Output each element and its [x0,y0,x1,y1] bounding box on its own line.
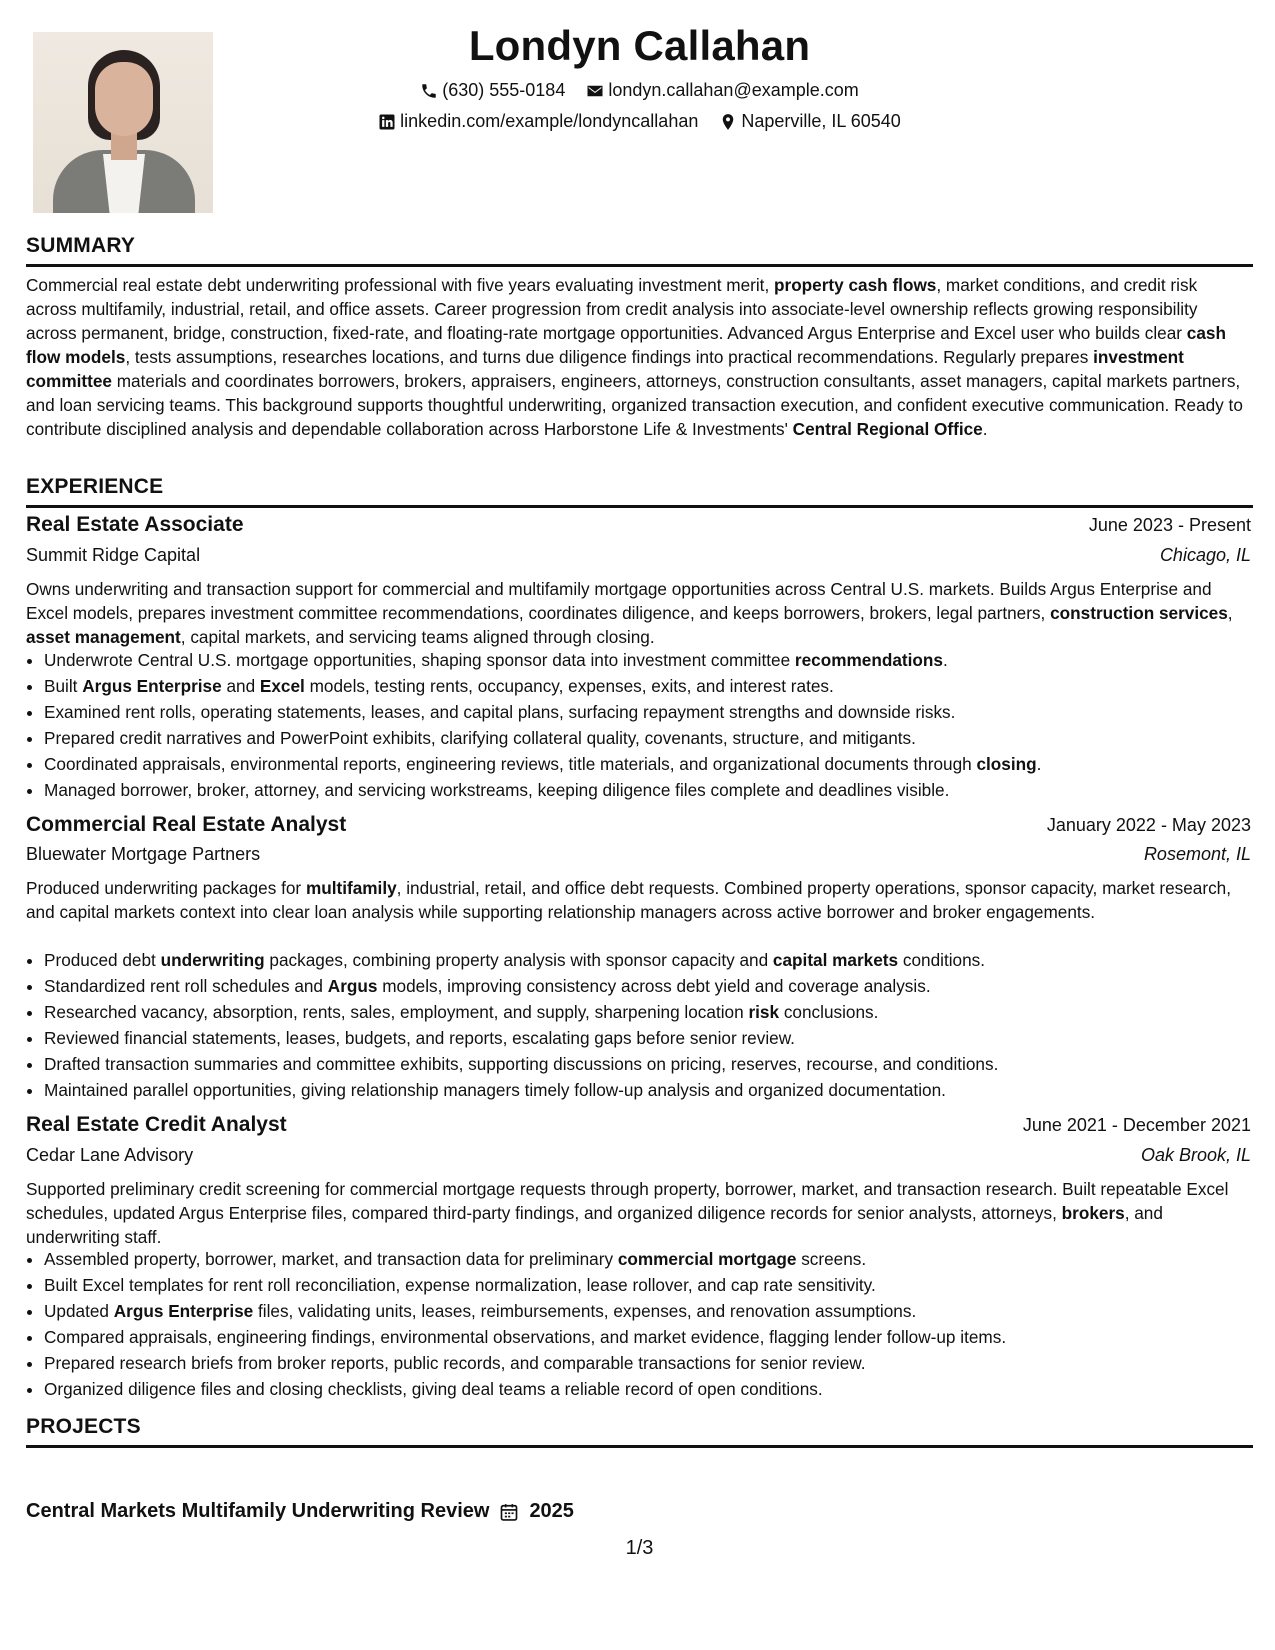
contact-row-primary [26,80,1253,105]
experience-heading: EXPERIENCE [26,475,1253,508]
text-run: . [982,419,988,439]
linkedin-text[interactable]: linkedin.com/example/londyncallahan [400,111,699,131]
job-location: Rosemont, IL [1143,844,1251,864]
bullet-item [44,947,1254,973]
job-bullets [26,1246,1254,1402]
phone-text: (630) 555-0184 [442,80,566,100]
text-run: Commercial real estate debt underwriting professional with five years evaluating investment merit, [26,275,774,295]
bullet-item [44,1272,1254,1298]
job-location: Oak Brook, IL [1140,1145,1251,1165]
text-run: Built Excel templates for rent roll reconciliation, expense normalization, lease rollover, and cap rate sensitivity. [44,1275,876,1295]
emphasis-text: recommendations [794,650,943,670]
text-run: Standardized rent roll schedules and [44,976,328,996]
job-summary [26,876,1251,924]
text-run: , capital markets, and servicing teams aligned through closing. [180,627,655,647]
text-run: conditions. [898,950,986,970]
bullet-item [44,1324,1254,1350]
text-run: , tests assumptions, researches locations, and turns due diligence findings into practical recommendations. Regularly prepares [125,347,1094,367]
linkedin-contact[interactable] [378,111,698,132]
job-dates: January 2022 - May 2023 [1046,815,1251,835]
summary-text [26,273,1251,441]
text-run: Examined rent rolls, operating statements, leases, and capital plans, surfacing repayment strengths and downside risks. [44,702,956,722]
job-title: Real Estate Credit Analyst [26,1113,287,1136]
text-run: materials and coordinates borrowers, brokers, appraisers, engineers, attorneys, construction consultants, asset managers, capital markets partners, and loan servicing teams. This background supports thoughtful underwriting, organized transaction execution, and confident executive communication. Ready to contribute disciplined analysis and dependable collaboration across Harborstone Life & Investments' [26,371,1243,439]
location-contact [719,111,900,132]
candidate-name: Londyn Callahan [468,22,811,69]
bullet-item [44,647,1254,673]
emphasis-text: cash flow models [26,323,1226,367]
contact-row-secondary [26,111,1253,136]
bullet-item [44,751,1254,777]
emphasis-text: Argus Enterprise [82,676,222,696]
job-title: Real Estate Associate [26,513,244,536]
project-item [26,1500,574,1523]
job-summary [26,1177,1251,1249]
emphasis-text: Excel [259,676,305,696]
bullet-item [44,1246,1254,1272]
text-run: , market conditions, and credit risk across multifamily, industrial, retail, and office assets. Career progression from credit analysis into associate-level ownership reflects growing responsibility across permanent, bridge, construction, fixed-rate, and floating-rate mortgage opportunities. Advanced Argus Enterprise and Excel user who builds clear [26,275,1198,343]
emphasis-text: Central Regional Office [792,419,983,439]
text-run: Organized diligence files and closing checklists, giving deal teams a reliable record of open conditions. [44,1379,823,1399]
text-run: files, validating units, leases, reimbursements, expenses, and renovation assumptions. [253,1301,917,1321]
emphasis-text: underwriting [160,950,265,970]
text-run: Reviewed financial statements, leases, budgets, and reports, escalating gaps before senior review. [44,1028,795,1048]
map-pin-icon [719,113,737,131]
text-run: and [221,676,260,696]
bullet-item [44,1051,1254,1077]
text-run: Drafted transaction summaries and committee exhibits, supporting discussions on pricing, reserves, recourse, and conditions. [44,1054,999,1074]
job-bullets [26,947,1254,1103]
text-run: Coordinated appraisals, environmental reports, engineering reviews, title materials, and organizational documents through [44,754,977,774]
text-run: Produced debt [44,950,161,970]
job-company: Bluewater Mortgage Partners [26,844,261,864]
emphasis-text: risk [748,1002,780,1022]
bullet-item [44,699,1254,725]
projects-heading: PROJECTS [26,1415,1253,1448]
emphasis-text: brokers [1061,1203,1125,1223]
text-run: Prepared credit narratives and PowerPoint exhibits, clarifying collateral quality, covenants, structure, and mitigants. [44,728,916,748]
emphasis-text: commercial mortgage [617,1249,797,1269]
text-run: . [1036,754,1042,774]
emphasis-text: multifamily [305,878,397,898]
text-run: , [1227,603,1233,623]
bullet-item [44,1376,1254,1402]
email-text[interactable]: londyn.callahan@example.com [608,80,859,100]
text-run: packages, combining property analysis with sponsor capacity and [264,950,773,970]
page-number: 1/3 [625,1537,654,1559]
text-run: , industrial, retail, and office debt requests. Combined property operations, sponsor capacity, market research, and capital markets context into clear loan analysis while supporting relationship managers across active borrower and broker engagements. [26,878,1232,922]
emphasis-text: construction services [1050,603,1228,623]
project-name: Central Markets Multifamily Underwriting Review [26,1500,490,1522]
text-run: Owns underwriting and transaction support for commercial and multifamily mortgage opportunities across Central U.S. markets. Builds Argus Enterprise and Excel models, prepares investment committee recommendations, coordinates diligence, and keeps borrowers, brokers, legal partners, [26,579,1212,623]
job-summary [26,577,1251,649]
location-text: Naperville, IL 60540 [741,111,901,131]
job-company: Summit Ridge Capital [26,545,201,565]
phone-contact [420,80,565,101]
bullet-item [44,1350,1254,1376]
emphasis-text: Argus [327,976,378,996]
job-dates: June 2023 - Present [1088,515,1251,535]
job-dates: June 2021 - December 2021 [1022,1115,1251,1135]
text-run: Managed borrower, broker, attorney, and servicing workstreams, keeping diligence files complete and deadlines visible. [44,780,950,800]
bullet-item [44,725,1254,751]
emphasis-text: capital markets [772,950,899,970]
bullet-item [44,973,1254,999]
email-contact[interactable] [586,80,858,101]
text-run: screens. [796,1249,867,1269]
bullet-item [44,1077,1254,1103]
summary-heading: SUMMARY [26,234,1253,267]
job-title: Commercial Real Estate Analyst [26,813,347,836]
emphasis-text: Argus Enterprise [113,1301,254,1321]
bullet-item [44,1025,1254,1051]
text-run: conclusions. [779,1002,879,1022]
project-year: 2025 [529,1500,574,1522]
text-run: Supported preliminary credit screening for commercial mortgage requests through property, borrower, market, and transaction research. Built repeatable Excel schedules, updated Argus Enterprise files, compared third-party findings, and organized diligence records for senior analysts, attorneys, [26,1179,1229,1223]
text-run: Researched vacancy, absorption, rents, sales, employment, and supply, sharpening location [44,1002,749,1022]
job-location: Chicago, IL [1159,545,1251,565]
bullet-item [44,673,1254,699]
emphasis-text: property cash flows [774,275,937,295]
envelope-icon [586,82,604,100]
calendar-icon [499,1502,519,1522]
bullet-item [44,999,1254,1025]
phone-icon [420,82,438,100]
text-run: Compared appraisals, engineering findings, environmental observations, and market evidence, flagging lender follow-up items. [44,1327,1007,1347]
emphasis-text: closing [976,754,1037,774]
job-company: Cedar Lane Advisory [26,1145,194,1165]
bullet-item [44,1298,1254,1324]
text-run: Assembled property, borrower, market, and transaction data for preliminary [44,1249,618,1269]
text-run: , and underwriting staff. [26,1203,1163,1247]
emphasis-text: asset management [26,627,181,647]
text-run: . [942,650,948,670]
text-run: models, improving consistency across debt yield and coverage analysis. [377,976,931,996]
text-run: Built [44,676,83,696]
bullet-item [44,777,1254,803]
text-run: Underwrote Central U.S. mortgage opportunities, shaping sponsor data into investment committee [44,650,795,670]
text-run: Produced underwriting packages for [26,878,306,898]
emphasis-text: investment committee [26,347,1184,391]
text-run: Updated [44,1301,114,1321]
text-run: Prepared research briefs from broker reports, public records, and comparable transactions for senior review. [44,1353,866,1373]
text-run: Maintained parallel opportunities, giving relationship managers timely follow-up analysis and organized documentation. [44,1080,946,1100]
job-bullets [26,647,1254,803]
text-run: models, testing rents, occupancy, expenses, exits, and interest rates. [304,676,834,696]
linkedin-icon [378,113,396,131]
